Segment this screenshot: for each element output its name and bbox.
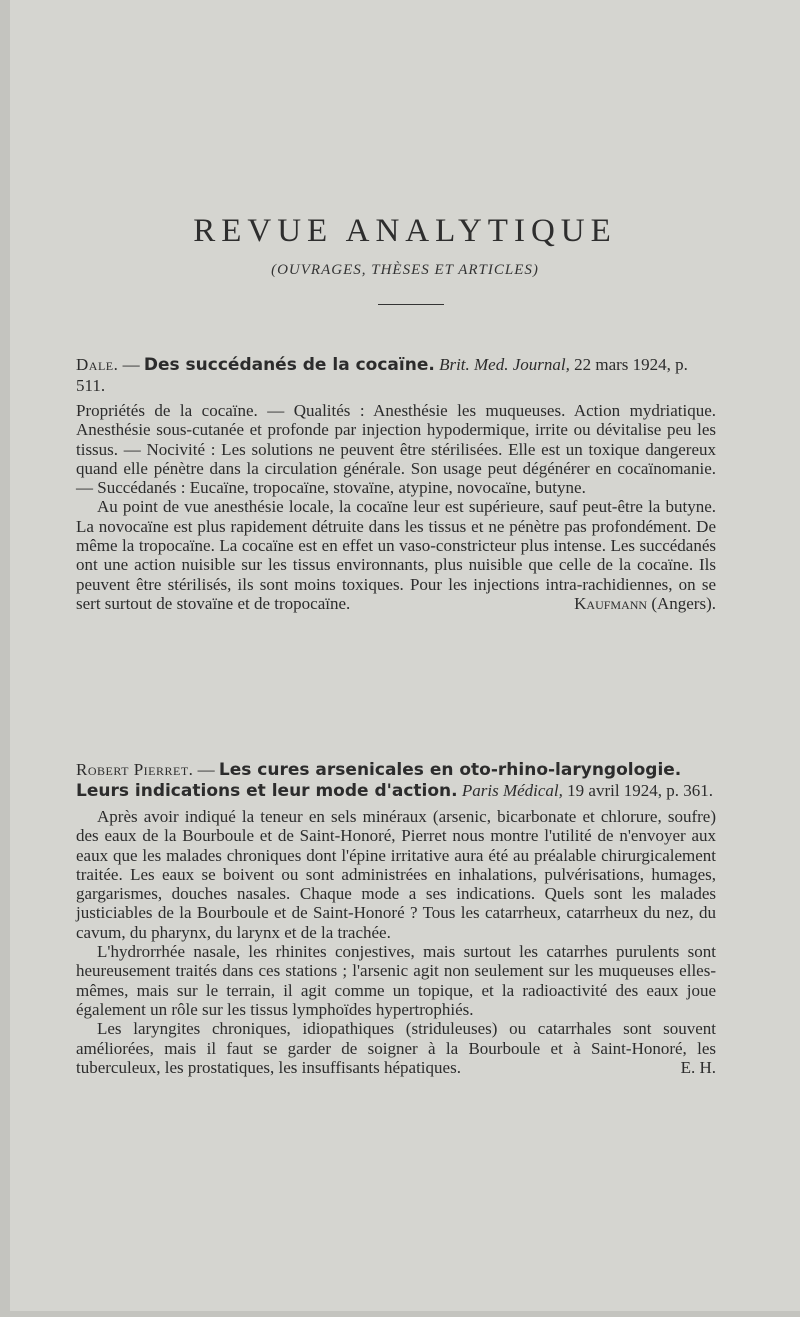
article-paragraph: [76, 1019, 716, 1077]
heading-dash: —: [193, 760, 219, 779]
heading-dash: —: [118, 355, 144, 374]
article-title: Les cures arsenicales en oto-rhino-laryngologie. Leurs indications et leur mode d'action.: [76, 760, 682, 801]
article-journal: Brit. Med. Journal,: [439, 355, 570, 374]
article-heading: [76, 355, 716, 395]
article-paragraph: L'hydrorrhée nasale, les rhinites conjestives, mais surtout les catarrhes purulents sont heureusement traités dans ces stations ; l'arsenic agit non seulement sur les muqueuses elles-mêmes, mais sur le terrain, il agit comme un topique, et la radioactivité des eaux joue également un rôle sur les tissus lymphoïdes hypertrophiés.: [76, 942, 716, 1019]
signature-place: (Angers).: [647, 593, 716, 613]
article-pierret: [76, 760, 716, 1077]
article-author: Dale.: [76, 355, 119, 374]
article-paragraph: Après avoir indiqué la teneur en sels minéraux (arsenic, bicarbonate et chlorure, soufre) des eaux de la Bourboule et de Saint-Honoré, Pierret nous montre l'utilité de n'envoyer aux eaux que les malades chroniques dont l'épine irritative aura été au préalable chirurgicalement traitée. Les eaux se boivent ou sont administrées en inhalations, pulvérisations, humages, gargarismes, douches nasales. Chaque mode a ses indications. Quels sont les malades justiciables de la Bourboule et de Saint-Honoré ? Tous les catarrheux, catarrheux du nez, du cavum, du pharynx, du larynx et de la trachée.: [76, 807, 716, 942]
page-title: REVUE ANALYTIQUE: [193, 213, 617, 249]
article-author: Robert Pierret.: [76, 760, 194, 779]
article-heading: [76, 760, 716, 801]
article-dale: [76, 355, 716, 613]
article-body: [76, 401, 716, 613]
article-signature: [553, 594, 716, 613]
title-divider: [378, 304, 444, 305]
paragraph-text: Au point de vue anesthésie locale, la cocaïne leur est supérieure, sauf peut-être la butyne. La novocaïne est plus rapidement détruite dans les tissus et ne pénètre pas profondément. De même la tropocaïne. La cocaïne est en effet un vaso-constricteur plus intense. Les succédanés ont une action nuisible sur les tissus environnants, plus nuisible que celle de la cocaïne. Ils peuvent être stérilisés, ils sont moins toxiques. Pour les injections intra-rachidiennes, on se sert surtout de stovaïne et de tropocaïne.: [76, 497, 716, 613]
page-subtitle: (OUVRAGES, THÈSES ET ARTICLES): [271, 262, 539, 278]
signature-name: Kaufmann: [574, 593, 648, 613]
article-title: Des succédanés de la cocaïne.: [143, 355, 435, 375]
article-reference: 19 avril 1924, p. 361.: [567, 780, 714, 800]
paragraph-text: Les laryngites chroniques, idiopathiques (striduleuses) ou catarrhales sont souvent améliorées, mais il faut se garder de soigner à la Bourboule et à Saint-Honoré, les tuberculeux, les prostatiques, les insuffisants hépatiques.: [76, 1019, 716, 1077]
signature-name: E. H.: [680, 1057, 716, 1077]
article-journal: Paris Médical,: [461, 780, 563, 800]
article-paragraph: [76, 497, 716, 613]
article-paragraph: Propriétés de la cocaïne. — Qualités : Anesthésie les muqueuses. Action mydriatique. Anesthésie sous-cutanée et profonde par injection hypodermique, irrite ou dévitalise peu les tissus. — Nocivité : Les solutions ne peuvent être stérilisées. Elle est un toxique dangereux quand elle pénètre dans la circulation générale. Son usage peut dégénérer en cocaïnomanie. — Succédanés : Eucaïne, tropocaïne, stovaïne, atypine, novocaïne, butyne.: [76, 401, 716, 498]
article-signature: [660, 1058, 716, 1077]
article-body: [76, 807, 716, 1077]
article-reference: 22 mars 1924, p. 511.: [76, 355, 688, 395]
